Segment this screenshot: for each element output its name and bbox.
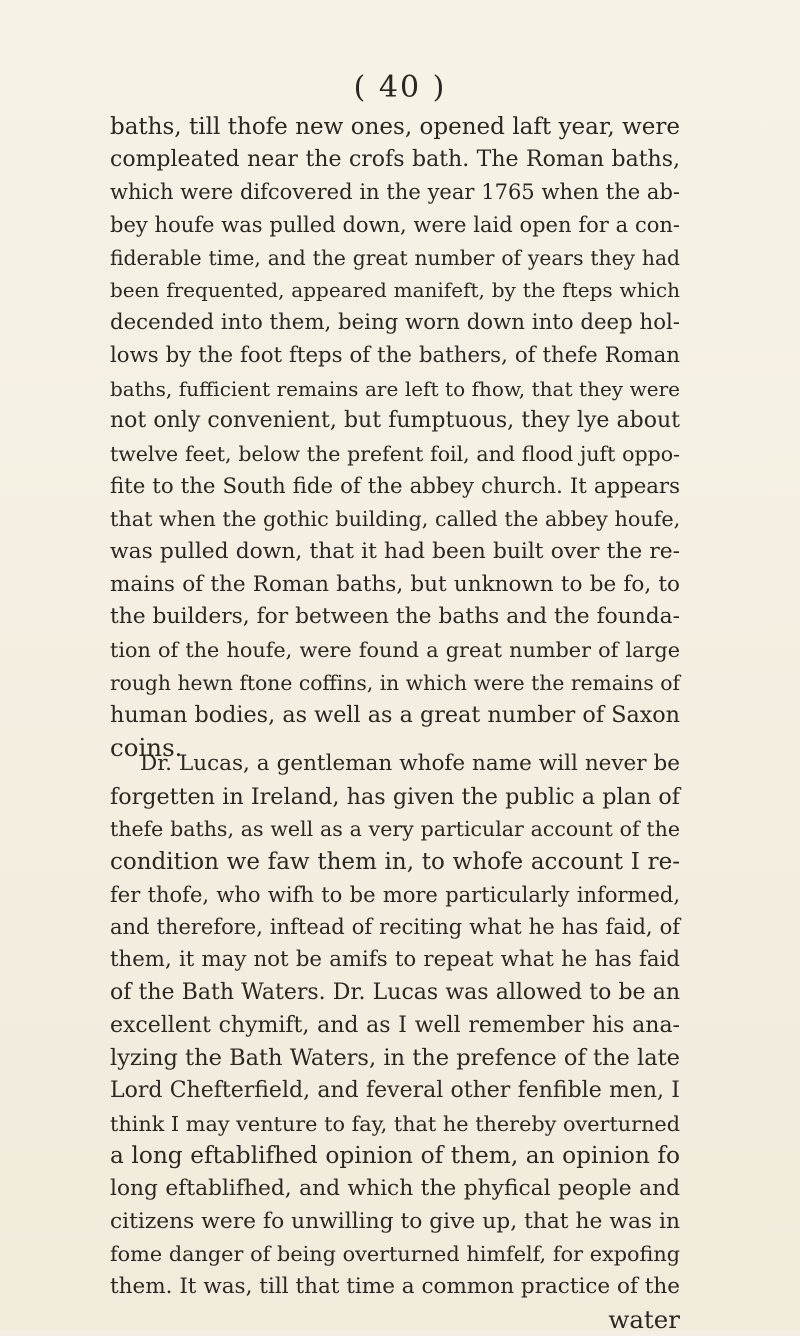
text-line: tion of the houfe, were found a great number of large xyxy=(110,638,680,662)
text-line: fer thofe, who wifh to be more particularly informed, xyxy=(110,882,680,907)
page-number: ( 40 ) xyxy=(353,70,447,105)
text-line: excellent chymift, and as I well remember his ana- xyxy=(110,1012,680,1038)
text-line: fiderable time, and the great number of years they had xyxy=(110,245,680,270)
paragraph-2 xyxy=(110,748,680,1336)
text-line: fome danger of being overturned himfelf, for expofing xyxy=(110,1242,680,1267)
text-line: think I may venture to fay, that he thereby overturned xyxy=(110,1111,680,1136)
text-line: citizens were fo unwilling to give up, that he was in xyxy=(110,1208,680,1234)
text-line: baths, till thofe new ones, opened laft year, were xyxy=(110,114,680,140)
text-line: condition we faw them in, to whofe account I re- xyxy=(110,849,680,876)
text-line: mains of the Roman baths, but unknown to be fo, to xyxy=(110,571,680,597)
text-line: forgetten in Ireland, has given the public a plan of xyxy=(110,783,680,810)
text-line: was pulled down, that it had been built over the re- xyxy=(110,538,680,564)
text-line: Lord Chefterfield, and feveral other fenfible men, I xyxy=(110,1077,680,1103)
text-line: fite to the South fide of the abbey church. It appears xyxy=(110,473,680,499)
text-line: twelve feet, below the prefent foil, and flood juft oppo- xyxy=(110,441,680,466)
text-line: coins. xyxy=(110,733,183,763)
text-line: and therefore, inftead of reciting what he has faid, of xyxy=(110,915,680,940)
text-line: bey houfe was pulled down, were laid open for a con- xyxy=(110,213,680,238)
text-line: them, it may not be amifs to repeat what he has faid xyxy=(110,947,680,973)
text-line: rough hewn ftone coffins, in which were the remains of xyxy=(110,670,680,695)
text-line: lows by the foot fteps of the bathers, of thefe Roman xyxy=(110,342,680,368)
text-line: of the Bath Waters. Dr. Lucas was allowed to be an xyxy=(110,979,680,1005)
text-line: not only convenient, but fumptuous, they lye about xyxy=(110,408,680,434)
text-line: been frequented, appeared manifeft, by the fteps which xyxy=(110,278,680,303)
text-line: them. It was, till that time a common practice of the xyxy=(110,1274,680,1299)
text-line: a long eftablifhed opinion of them, an opinion fo xyxy=(110,1142,680,1170)
text-line: the builders, for between the baths and the founda- xyxy=(110,604,680,630)
text-line: thefe baths, as well as a very particular account of the xyxy=(110,817,680,842)
text-line: decended into them, being worn down into deep hol- xyxy=(110,310,680,336)
text-line: baths, fufficient remains are left to fhow, that they were xyxy=(110,376,680,401)
text-line: compleated near the crofs bath. The Roman baths, xyxy=(110,146,680,172)
text-line: human bodies, as well as a great number of Saxon xyxy=(110,702,680,729)
text-line: long eftablifhed, and which the phyfical people and xyxy=(110,1175,680,1201)
text-line: that when the gothic building, called the abbey houfe, xyxy=(110,507,681,532)
text-line: Dr. Lucas, a gentleman whofe name will never be xyxy=(140,751,680,776)
text-line: which were difcovered in the year 1765 when the ab- xyxy=(110,180,680,205)
catchword: water xyxy=(608,1304,680,1334)
text-line: lyzing the Bath Waters, in the prefence of the late xyxy=(110,1045,680,1072)
paragraph-1 xyxy=(110,111,680,765)
